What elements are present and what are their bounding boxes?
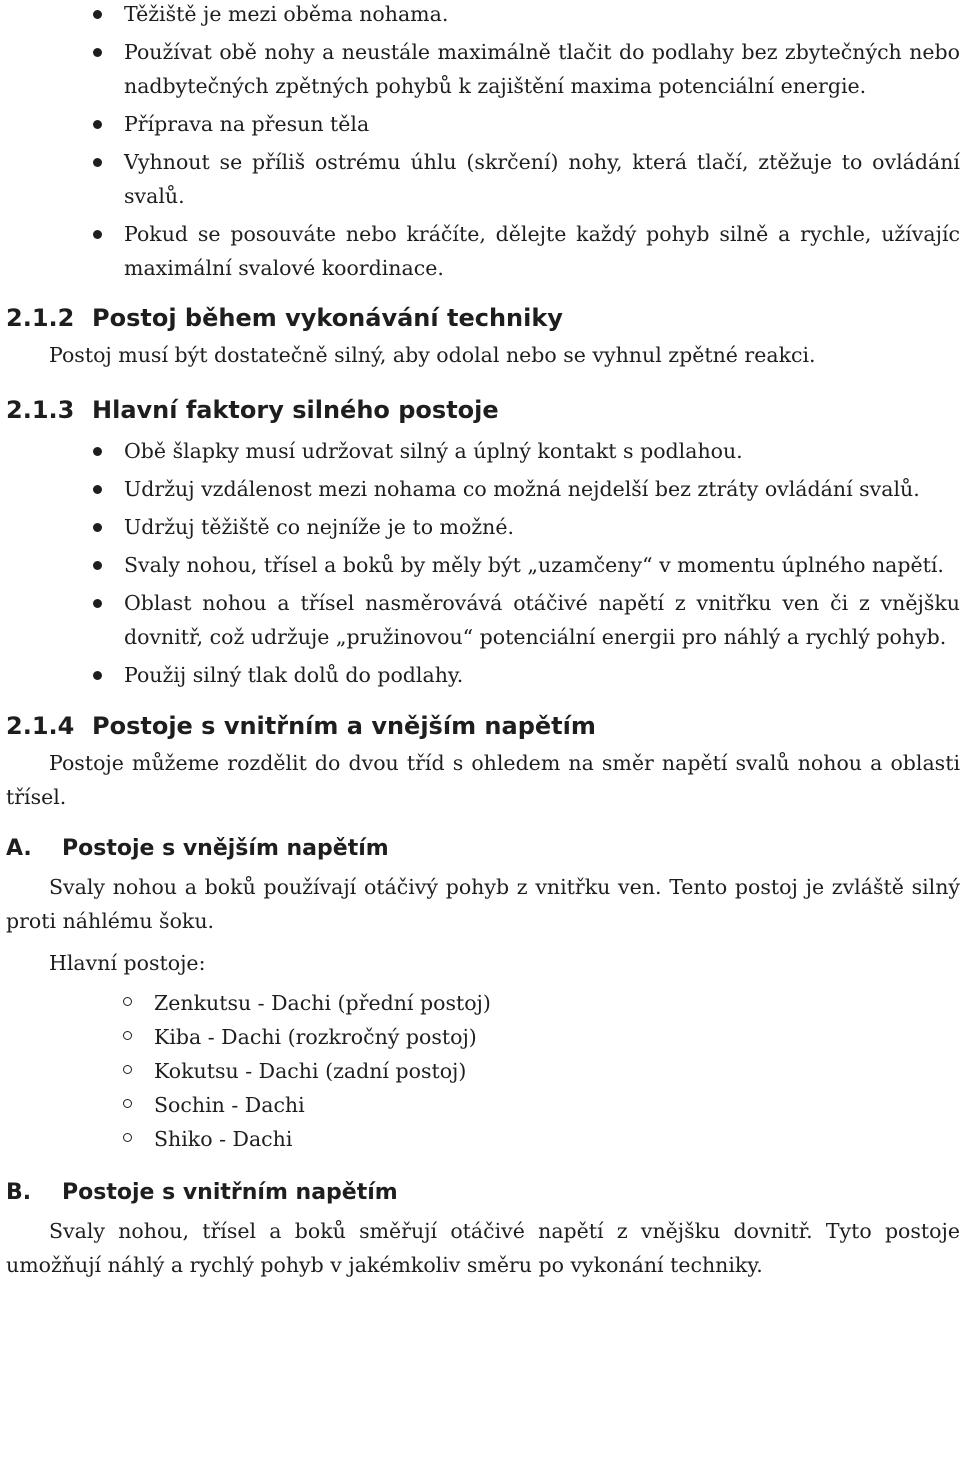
paragraph: Postoje můžeme rozdělit do dvou tříd s ohledem na směr napětí svalů nohou a oblasti třísel. bbox=[6, 751, 960, 809]
paragraph: Svaly nohou, třísel a boků směřují otáčivé napětí z vnějšku dovnitř. Tyto postoje umožňují náhlý a rychlý pohyb v jakémkoliv směru po vykonání techniky. bbox=[6, 1219, 960, 1277]
list-item: Udržuj těžiště co nejníže je to možné. bbox=[0, 510, 960, 544]
bullet-list-strong-stance-factors bbox=[0, 434, 960, 692]
list-item: Používat obě nohy a neustále maximálně tlačit do podlahy bez zbytečných nebo nadbytečných zpětných pohybů k zajištění maxima potenciální energie. bbox=[0, 35, 960, 103]
list-item: Kiba - Dachi (rozkročný postoj) bbox=[0, 1020, 960, 1054]
list-item: Udržuj vzdálenost mezi nohama co možná nejdelší bez ztráty ovládání svalů. bbox=[0, 472, 960, 506]
subsection-heading-a bbox=[0, 830, 960, 868]
circle-list-main-stances bbox=[0, 986, 960, 1156]
list-item: Těžiště je mezi oběma nohama. bbox=[0, 0, 960, 31]
section-number: 2.1.4 bbox=[6, 712, 75, 740]
subsection-letter: A. bbox=[6, 836, 32, 861]
list-item: Oblast nohou a třísel nasměrovává otáčivé napětí z vnitřku ven či z vnějšku dovnitř, což udržuje „pružinovou“ potenciální energii pro náhlý a rychlý pohyb. bbox=[0, 586, 960, 654]
section-title: Postoje s vnitřním a vnějším napětím bbox=[92, 712, 596, 740]
section-heading-2-1-3 bbox=[0, 390, 960, 430]
section-number: 2.1.2 bbox=[6, 304, 75, 332]
subsection-title: Postoje s vnějším napětím bbox=[62, 836, 389, 861]
subsection-heading-b bbox=[0, 1174, 960, 1212]
section-heading-2-1-4 bbox=[0, 706, 960, 746]
section-title: Postoj během vykonávání techniky bbox=[92, 304, 563, 332]
list-item: Sochin - Dachi bbox=[0, 1088, 960, 1122]
bullet-list-stance-basics bbox=[0, 0, 960, 285]
list-item: Zenkutsu - Dachi (přední postoj) bbox=[0, 986, 960, 1020]
list-item: Shiko - Dachi bbox=[0, 1122, 960, 1156]
section-number: 2.1.3 bbox=[6, 396, 75, 424]
list-item: Vyhnout se příliš ostrému úhlu (skrčení) nohy, která tlačí, ztěžuje to ovládání svalů. bbox=[0, 145, 960, 213]
list-item: Svaly nohou, třísel a boků by měly být „uzamčeny“ v momentu úplného napětí. bbox=[0, 548, 960, 582]
main-stances-label: Hlavní postoje: bbox=[49, 951, 206, 975]
section-heading-2-1-2 bbox=[0, 298, 960, 338]
list-item: Použij silný tlak dolů do podlahy. bbox=[0, 658, 960, 692]
list-item: Příprava na přesun těla bbox=[0, 107, 960, 141]
list-item: Kokutsu - Dachi (zadní postoj) bbox=[0, 1054, 960, 1088]
subsection-title: Postoje s vnitřním napětím bbox=[62, 1180, 398, 1205]
subsection-letter: B. bbox=[6, 1180, 32, 1205]
list-item: Obě šlapky musí udržovat silný a úplný kontakt s podlahou. bbox=[0, 434, 960, 468]
paragraph: Svaly nohou a boků používají otáčivý pohyb z vnitřku ven. Tento postoj je zvláště silný proti náhlému šoku. bbox=[6, 875, 960, 933]
paragraph: Postoj musí být dostatečně silný, aby odolal nebo se vyhnul zpětné reakci. bbox=[49, 343, 816, 367]
list-item: Pokud se posouváte nebo kráčíte, dělejte každý pohyb silně a rychle, užívajíc maximální svalové koordinace. bbox=[0, 217, 960, 285]
section-title: Hlavní faktory silného postoje bbox=[92, 396, 499, 424]
